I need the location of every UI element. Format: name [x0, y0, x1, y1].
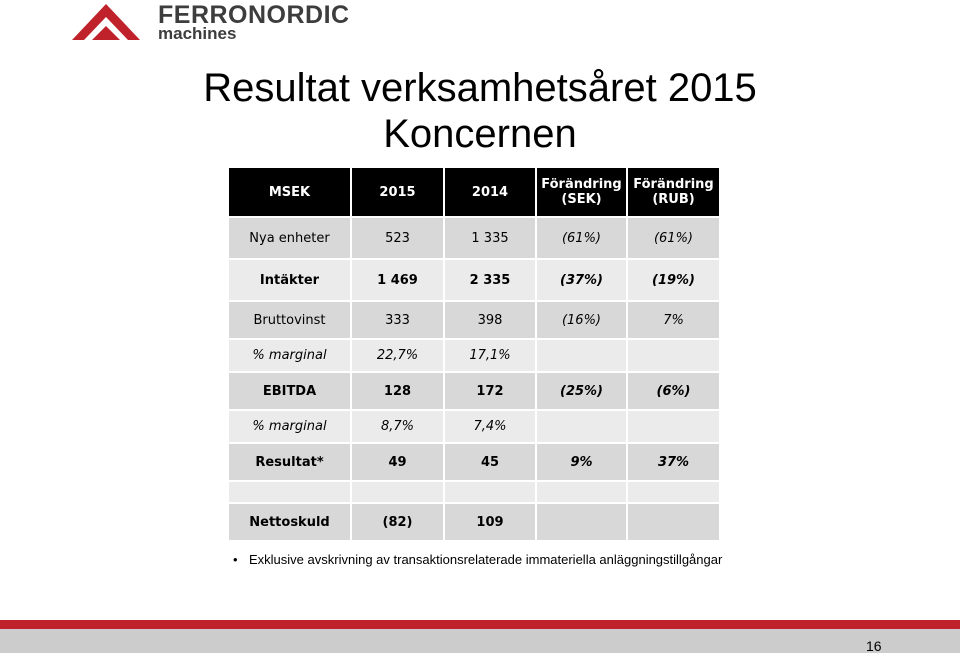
header-2014: 2014: [445, 168, 535, 216]
header-unit: MSEK: [229, 168, 350, 216]
row-label: Nettoskuld: [229, 504, 350, 540]
footnote: [233, 552, 722, 567]
table-row: [229, 340, 719, 371]
row-label: Intäkter: [229, 260, 350, 300]
cell-2015: 49: [352, 444, 443, 480]
header-change-sek-line1: Förändring: [541, 177, 622, 192]
cell-change-rub: (6%): [628, 373, 719, 409]
table-row: [229, 302, 719, 338]
table-row: [229, 444, 719, 480]
cell-change-rub: 7%: [628, 302, 719, 338]
cell-change-rub: (19%): [628, 260, 719, 300]
cell-2014: [445, 482, 535, 502]
cell-2015: 22,7%: [352, 340, 443, 371]
cell-change-rub: [628, 340, 719, 371]
row-label: % marginal: [229, 411, 350, 442]
row-label: Resultat*: [229, 444, 350, 480]
row-label: Bruttovinst: [229, 302, 350, 338]
page-number: 16: [866, 638, 882, 654]
cell-change-sek: (61%): [537, 218, 626, 258]
table-header-row: [229, 168, 719, 216]
cell-change-rub: 37%: [628, 444, 719, 480]
cell-change-rub: [628, 504, 719, 540]
cell-2014: 45: [445, 444, 535, 480]
cell-2015: 128: [352, 373, 443, 409]
cell-change-sek: (25%): [537, 373, 626, 409]
table-row: [229, 482, 719, 502]
cell-change-sek: [537, 340, 626, 371]
cell-2014: 7,4%: [445, 411, 535, 442]
cell-2014: 398: [445, 302, 535, 338]
table-row: [229, 218, 719, 258]
row-label: % marginal: [229, 340, 350, 371]
header-change-sek: [537, 168, 626, 216]
header-change-rub: [628, 168, 719, 216]
row-label: [229, 482, 350, 502]
footer-grey-bar: [0, 629, 960, 653]
cell-change-rub: [628, 411, 719, 442]
header-change-sek-line2: (SEK): [561, 192, 602, 207]
cell-2014: 109: [445, 504, 535, 540]
cell-2014: 2 335: [445, 260, 535, 300]
logo-sub-text: machines: [158, 24, 237, 43]
cell-change-sek: [537, 504, 626, 540]
row-label: Nya enheter: [229, 218, 350, 258]
logo-triangle-icon: [70, 2, 154, 42]
table-row: [229, 411, 719, 442]
cell-change-rub: [628, 482, 719, 502]
slide-title: Resultat verksamhetsåret 2015: [203, 66, 757, 110]
cell-change-sek: (37%): [537, 260, 626, 300]
table-row: [229, 373, 719, 409]
cell-2014: 1 335: [445, 218, 535, 258]
cell-change-sek: 9%: [537, 444, 626, 480]
cell-2015: 8,7%: [352, 411, 443, 442]
cell-2015: (82): [352, 504, 443, 540]
cell-change-sek: [537, 411, 626, 442]
results-table: [227, 166, 721, 542]
cell-change-sek: (16%): [537, 302, 626, 338]
slide-subtitle: Koncernen: [383, 112, 577, 156]
footnote-bullet: •: [233, 552, 238, 567]
footer-red-bar: [0, 620, 960, 629]
cell-2014: 172: [445, 373, 535, 409]
footnote-text: Exklusive avskrivning av transaktionsrelaterade immateriella anläggningstillgångar: [249, 552, 723, 567]
logo-brand-text: FERRONORDIC: [158, 1, 350, 29]
header-change-rub-line1: Förändring: [633, 177, 714, 192]
cell-2014: 17,1%: [445, 340, 535, 371]
cell-2015: [352, 482, 443, 502]
header-2015: 2015: [352, 168, 443, 216]
cell-change-sek: [537, 482, 626, 502]
row-label: EBITDA: [229, 373, 350, 409]
cell-2015: 1 469: [352, 260, 443, 300]
cell-2015: 523: [352, 218, 443, 258]
table-row: [229, 260, 719, 300]
header-change-rub-line2: (RUB): [652, 192, 695, 207]
company-logo: [70, 2, 370, 44]
cell-change-rub: (61%): [628, 218, 719, 258]
cell-2015: 333: [352, 302, 443, 338]
table-row: [229, 504, 719, 540]
